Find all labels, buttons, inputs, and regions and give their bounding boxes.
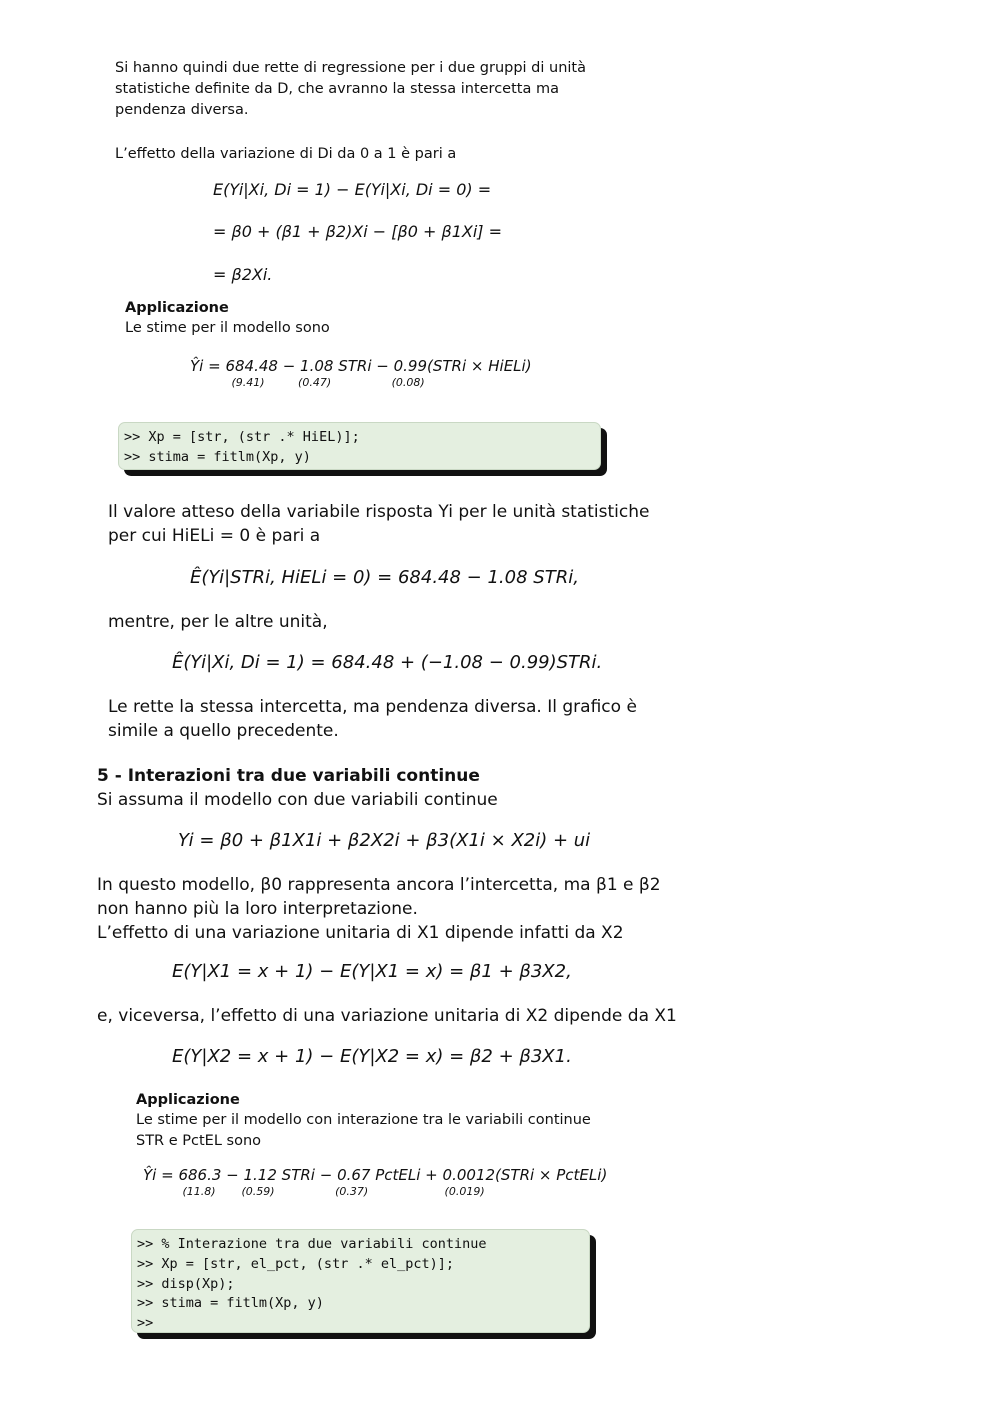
- interaction-model-equation: Yi = β0 + β1X1i + β2X2i + β3(X1i × X2i) + ui: [178, 830, 591, 851]
- derivation-line-3: = β2Xi.: [213, 265, 273, 284]
- estimate-equation-2: [143, 1166, 608, 1198]
- mentre-line: mentre, per le altre unità,: [108, 612, 328, 632]
- derivation-line-2: = β0 + (β1 + β2)Xi − [β0 + β1Xi] =: [213, 222, 503, 241]
- estimate-se: (0.47): [298, 376, 332, 389]
- expected-equation-hiel0: Ê(Yi|STRi, HiELi = 0) = 684.48 − 1.08 STRi,: [190, 567, 579, 588]
- estimate-op: −: [277, 357, 301, 375]
- application-heading-1: Applicazione: [125, 300, 229, 316]
- code-line: >> % Interazione tra due variabili continue: [137, 1236, 487, 1252]
- estimate-coef: 0.67: [337, 1166, 371, 1184]
- application-heading-2: Applicazione: [136, 1092, 240, 1108]
- conclusion-paragraph: [108, 695, 637, 743]
- code-line: >> Xp = [str, el_pct, (str .* el_pct)];: [137, 1255, 454, 1272]
- estimate-op: PctELi +: [370, 1166, 443, 1184]
- code-line: >> stima = fitlm(Xp, y): [137, 1295, 324, 1312]
- application-text-2-line-2: STR e PctEL sono: [136, 1133, 262, 1149]
- estimate-se: (11.8): [182, 1185, 216, 1198]
- estimate-op: (STRi × PctELi): [495, 1166, 608, 1184]
- estimate-op: STRi −: [333, 357, 394, 375]
- effect-x2-equation: E(Y|X2 = x + 1) − E(Y|X2 = x) = β2 + β3X1.: [172, 1046, 572, 1067]
- application-text-2: [136, 1110, 591, 1152]
- effect-line: L’effetto della variazione di Di da 0 a 1 è pari a: [115, 146, 457, 162]
- section-5-heading: 5 - Interazioni tra due variabili continue: [97, 766, 480, 786]
- estimate-coef: 1.08: [300, 357, 334, 375]
- intro-paragraph: [115, 58, 586, 121]
- derivation-line-1: E(Yi|Xi, Di = 1) − E(Yi|Xi, Di = 0) =: [213, 180, 492, 199]
- expected-equation-other: Ê(Yi|Xi, Di = 1) = 684.48 + (−1.08 − 0.99)STRi.: [172, 652, 603, 673]
- estimate-op: STRi −: [276, 1166, 338, 1184]
- code-line: >> Xp = [str, (str .* HiEL)];: [124, 429, 360, 445]
- estimate-se: (0.37): [335, 1185, 369, 1198]
- interpretation-paragraph: [97, 873, 661, 945]
- intro-line-2: statistiche definite da D, che avranno la stessa intercetta ma: [115, 81, 559, 97]
- estimate-se: (9.41): [231, 376, 265, 389]
- estimate-lhs: Ŷi =: [143, 1166, 179, 1184]
- expected-line-2: per cui HiELi = 0 è pari a: [108, 526, 321, 546]
- interpretation-line-3: L’effetto di una variazione unitaria di X1 dipende infatti da X2: [97, 923, 624, 943]
- estimate-coef: 1.12: [243, 1166, 277, 1184]
- conclusion-line-2: simile a quello precedente.: [108, 721, 339, 741]
- interpretation-line-2: non hanno più la loro interpretazione.: [97, 899, 418, 919]
- estimate-op: −: [221, 1166, 244, 1184]
- estimate-op: (STRi × HiELi): [427, 357, 532, 375]
- estimate-se: (0.019): [444, 1185, 485, 1198]
- estimate-coef: 684.48: [225, 357, 278, 375]
- estimate-coef: 0.0012: [442, 1166, 496, 1184]
- effect-x1-equation: E(Y|X1 = x + 1) − E(Y|X1 = x) = β1 + β3X2,: [172, 961, 572, 982]
- estimate-lhs: Ŷi =: [190, 357, 226, 375]
- estimate-se: (0.08): [391, 376, 425, 389]
- expected-line-1: Il valore atteso della variabile risposta Yi per le unità statistiche: [108, 502, 650, 522]
- code-block-2: [131, 1229, 590, 1333]
- viceversa-line: e, viceversa, l’effetto di una variazione unitaria di X2 dipende da X1: [97, 1006, 677, 1026]
- code-line: >>: [137, 1315, 154, 1332]
- code-block-1: [118, 422, 601, 470]
- application-text-2-line-1: Le stime per il modello con interazione tra le variabili continue: [136, 1112, 591, 1128]
- code-line: >> disp(Xp);: [137, 1275, 235, 1292]
- estimate-coef: 686.3: [178, 1166, 222, 1184]
- estimate-se: (0.59): [241, 1185, 275, 1198]
- conclusion-line-1: Le rette la stessa intercetta, ma pendenza diversa. Il grafico è: [108, 697, 637, 717]
- application-text-1: Le stime per il modello sono: [125, 320, 330, 336]
- intro-line-3: pendenza diversa.: [115, 102, 249, 118]
- estimate-equation-1: [190, 357, 532, 389]
- code-line: >> stima = fitlm(Xp, y): [124, 448, 311, 465]
- estimate-coef: 0.99: [393, 357, 428, 375]
- intro-line-1: Si hanno quindi due rette di regressione per i due gruppi di unità: [115, 60, 587, 76]
- interpretation-line-1: In questo modello, β0 rappresenta ancora l’intercetta, ma β1 e β2: [97, 875, 661, 895]
- expected-paragraph: [108, 500, 649, 548]
- section-5-intro: Si assuma il modello con due variabili continue: [97, 790, 498, 810]
